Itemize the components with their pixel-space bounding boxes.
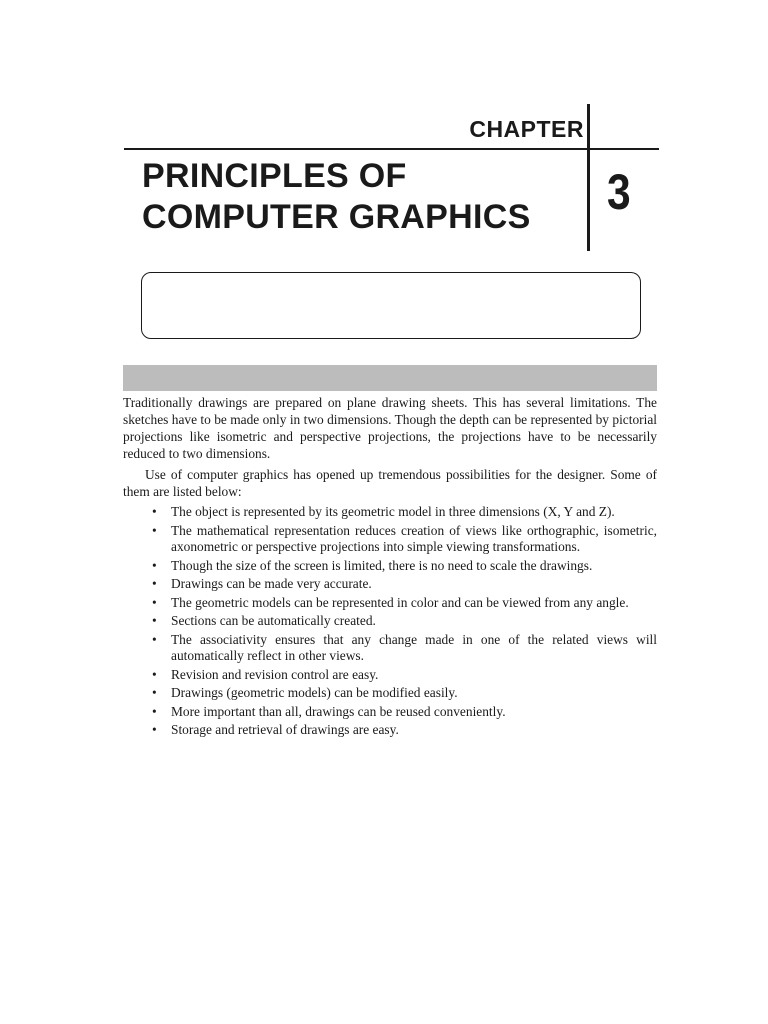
list-item <box>152 703 657 721</box>
chapter-label: CHAPTER <box>469 116 584 142</box>
advantages-list <box>123 504 657 739</box>
list-item-text: The associativity ensures that any change made in one of the related views will automatically reflect in other views. <box>171 631 657 663</box>
list-item <box>152 722 657 739</box>
section-heading-band <box>123 365 657 391</box>
chapter-number: 3 <box>607 164 631 220</box>
body-text <box>123 394 657 741</box>
bullet-icon: • <box>152 522 157 538</box>
chapter-title <box>142 156 531 238</box>
bullet-icon: • <box>152 613 157 628</box>
list-item <box>152 631 657 665</box>
list-item-text: The geometric models can be represented in color and can be viewed from any angle. <box>171 594 629 610</box>
chapter-title-line-2: COMPUTER GRAPHICS <box>142 198 531 236</box>
list-item <box>152 613 657 630</box>
list-item <box>152 504 657 521</box>
list-item-text: Sections can be automatically created. <box>171 613 376 628</box>
list-item-text: Revision and revision control are easy. <box>171 666 379 682</box>
lead-in-paragraph: Use of computer graphics has opened up tremendous possibilities for the designer. Some of them are listed below: <box>123 467 657 499</box>
list-item-text: Storage and retrieval of drawings are easy. <box>171 722 399 737</box>
list-item <box>152 594 657 612</box>
list-item-text: The mathematical representation reduces creation of views like orthographic, isometric, axonometric or perspective projections into simple viewing transformations. <box>171 522 657 554</box>
list-item <box>152 522 657 556</box>
header-vertical-rule <box>587 104 590 251</box>
bullet-icon: • <box>152 504 157 519</box>
bullet-icon: • <box>152 631 157 647</box>
chapter-title-line-1: PRINCIPLES OF <box>142 157 407 195</box>
list-item-text: More important than all, drawings can be reused conveniently. <box>171 703 506 719</box>
bullet-icon: • <box>152 685 157 700</box>
list-item <box>152 666 657 684</box>
list-item-text: Though the size of the screen is limited, there is no need to scale the drawings. <box>171 557 593 573</box>
bullet-icon: • <box>152 557 157 573</box>
bullet-icon: • <box>152 666 157 682</box>
header-horizontal-rule <box>124 148 659 150</box>
list-item <box>152 557 657 575</box>
intro-paragraph: Traditionally drawings are prepared on plane drawing sheets. This has several limitations. The sketches have to be made only in two dimensions. Though the depth can be represented by pictorial projections like isometric and perspective projections, the projections have to be necessarily reduced to two dimensions. <box>123 395 657 461</box>
bullet-icon: • <box>152 594 157 610</box>
chapter-outline-box <box>141 272 641 339</box>
bullet-icon: • <box>152 576 157 591</box>
list-item <box>152 576 657 593</box>
list-item-text: Drawings can be made very accurate. <box>171 576 372 591</box>
bullet-icon: • <box>152 722 157 737</box>
list-item-text: Drawings (geometric models) can be modified easily. <box>171 685 458 700</box>
list-item-text: The object is represented by its geometric model in three dimensions (X, Y and Z). <box>171 504 615 519</box>
list-item <box>152 685 657 702</box>
bullet-icon: • <box>152 703 157 719</box>
